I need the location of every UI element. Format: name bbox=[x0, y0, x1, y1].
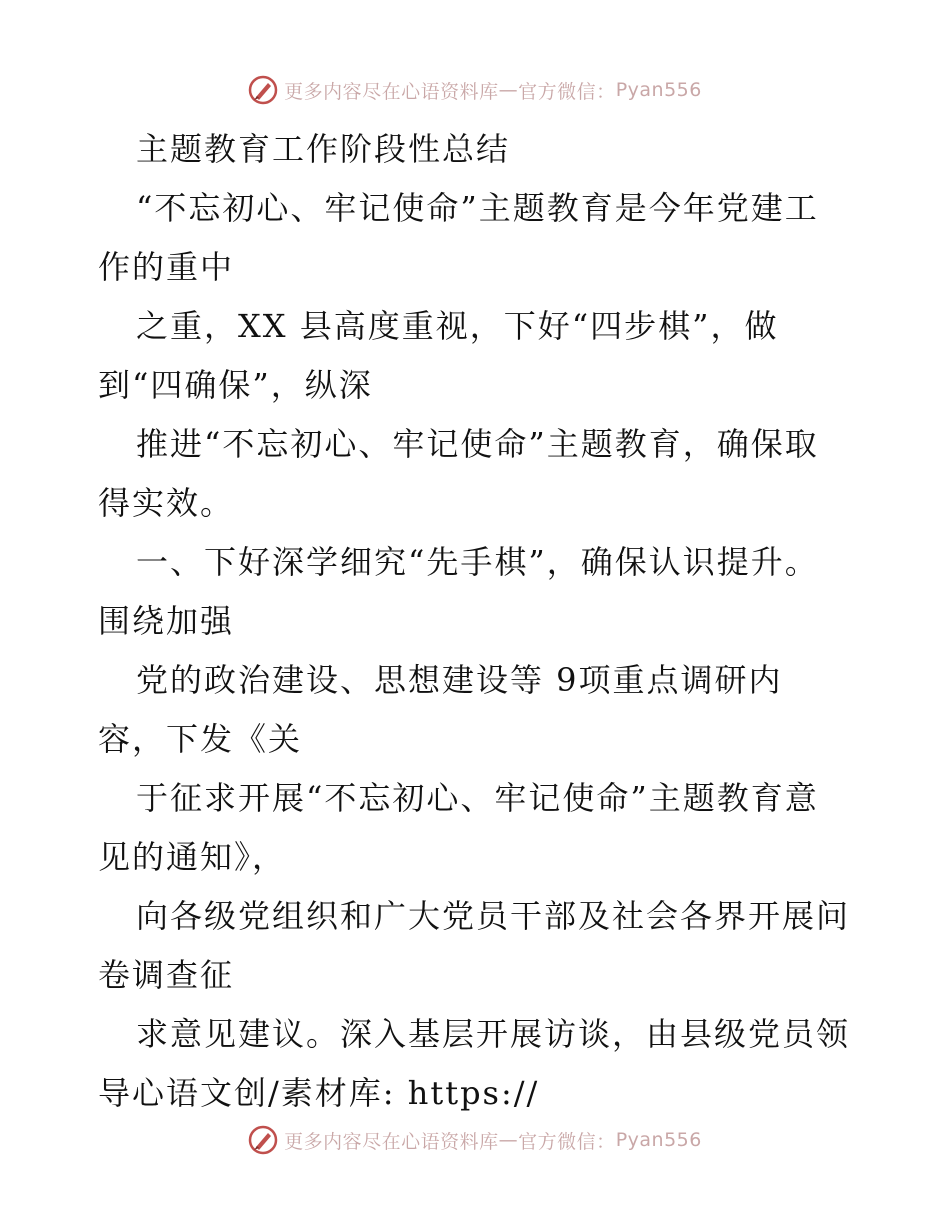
watermark-banner-bottom bbox=[0, 1120, 950, 1160]
paragraph-line: 见的通知》， bbox=[98, 838, 287, 876]
paragraph-line: 向各级党组织和广大党员干部及社会各界开展问 bbox=[136, 897, 851, 935]
paragraph-line: 到“四确保”，纵深 bbox=[98, 366, 373, 404]
paragraph-line: 容，下发《关 bbox=[98, 720, 303, 758]
watermark-separator: — bbox=[498, 1129, 519, 1151]
paragraph-line: 作的重中 bbox=[98, 248, 235, 286]
paragraph-line: 导心语文创/素材库: https:// bbox=[98, 1074, 540, 1112]
document-body bbox=[98, 120, 858, 1123]
paragraph-line: 之重，XX 县高度重视，下好“四步棋”，做 bbox=[136, 307, 779, 345]
watermark-separator: — bbox=[498, 79, 519, 101]
watermark-banner-top bbox=[0, 70, 950, 110]
watermark-site-text: 更多内容尽在心语资料库 bbox=[284, 80, 499, 103]
section-heading-line: 一、下好深学细究“先手棋”，确保认识提升。 bbox=[136, 543, 819, 581]
paragraph-line: 卷调查征 bbox=[98, 956, 235, 994]
watermark-site-text: 更多内容尽在心语资料库 bbox=[284, 1130, 499, 1153]
paragraph-line: 推进“不忘初心、牢记使命”主题教育，确保取 bbox=[136, 425, 819, 463]
watermark-wechat-label: 官方微信： bbox=[518, 80, 616, 103]
pen-logo-icon bbox=[248, 75, 278, 105]
paragraph-line: “不忘初心、牢记使命”主题教育是今年党建工 bbox=[136, 189, 819, 227]
paragraph-line: 于征求开展“不忘初心、牢记使命”主题教育意 bbox=[136, 779, 819, 817]
paragraph-line: 求意见建议。深入基层开展访谈，由县级党员领 bbox=[136, 1015, 851, 1053]
paragraph-line: 得实效。 bbox=[98, 484, 235, 522]
pen-logo-icon bbox=[248, 1125, 278, 1155]
document-title: 主题教育工作阶段性总结 bbox=[136, 130, 511, 168]
watermark-wechat-label: 官方微信： bbox=[518, 1130, 616, 1153]
paragraph-line: 党的政治建设、思想建设等 9项重点调研内 bbox=[136, 661, 783, 699]
paragraph-line: 围绕加强 bbox=[98, 602, 235, 640]
watermark-wechat-id: Pyan556 bbox=[615, 1129, 702, 1151]
watermark-wechat-id: Pyan556 bbox=[615, 79, 702, 101]
